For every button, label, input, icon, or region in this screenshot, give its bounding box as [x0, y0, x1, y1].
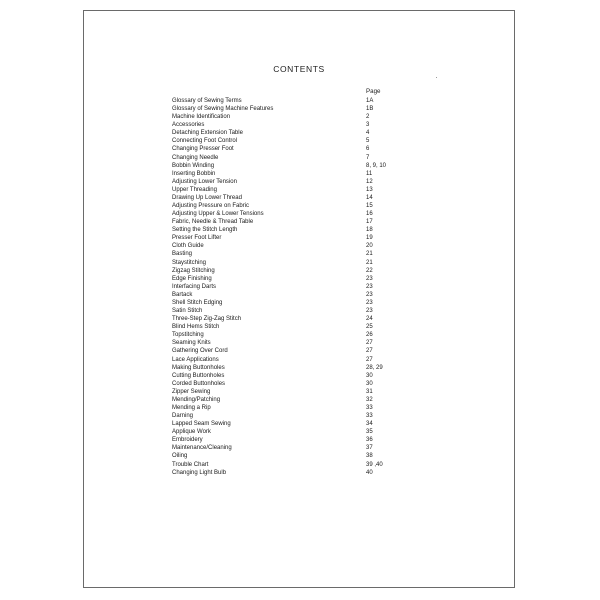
contents-entry — [172, 461, 422, 469]
entry-page-number: 1B — [366, 106, 374, 113]
contents-entry — [172, 452, 422, 460]
entry-label: Zipper Sewing — [172, 388, 211, 395]
contents-entry — [172, 267, 422, 275]
entry-label: Mending a Rip — [172, 404, 211, 411]
contents-entry — [172, 170, 422, 178]
entry-page-number: 5 — [366, 138, 370, 145]
entry-label: Machine Identification — [172, 114, 231, 121]
entry-label: Blind Hems Stitch — [172, 324, 220, 331]
contents-entry — [172, 299, 422, 307]
entry-label: Darning — [172, 413, 194, 420]
entry-label: Presser Foot Lifter — [172, 235, 222, 242]
entry-page-number: 40 — [366, 469, 373, 476]
entry-page-number: 21 — [366, 251, 373, 258]
entry-label: Fabric, Needle & Thread Table — [172, 219, 254, 226]
entry-label: Lace Applications — [172, 356, 219, 363]
page-title: CONTENTS — [273, 64, 325, 74]
contents-entry — [172, 105, 422, 113]
entry-page-number: 37 — [366, 445, 373, 452]
entry-page-number: 30 — [366, 372, 373, 379]
entry-label: Changing Presser Foot — [172, 146, 234, 153]
entry-page-number: 27 — [366, 348, 373, 355]
entry-label: Basting — [172, 251, 193, 258]
contents-entry — [172, 113, 422, 121]
contents-entry — [172, 210, 422, 218]
entry-label: Lapped Seam Sewing — [172, 421, 231, 428]
entry-page-number: 23 — [366, 275, 373, 282]
contents-entry — [172, 242, 422, 250]
entry-page-number: 33 — [366, 404, 373, 411]
entry-page-number: 6 — [366, 146, 370, 153]
contents-entry — [172, 396, 422, 404]
entry-label: Connecting Foot Control — [172, 138, 238, 145]
entry-page-number: 21 — [366, 259, 373, 266]
contents-entry — [172, 234, 422, 242]
contents-entry — [172, 420, 422, 428]
contents-entry — [172, 444, 422, 452]
entry-label: Accessories — [172, 122, 205, 129]
entry-page-number: 34 — [366, 421, 373, 428]
contents-entry — [172, 469, 422, 477]
contents-entry — [172, 226, 422, 234]
entry-page-number: 24 — [366, 316, 373, 323]
entry-page-number: 36 — [366, 437, 373, 444]
contents-entry — [172, 186, 422, 194]
entry-label: Three-Step Zig-Zag Stitch — [172, 316, 242, 323]
entry-page-number: 20 — [366, 243, 373, 250]
entry-page-number: 27 — [366, 356, 373, 363]
contents-list — [172, 97, 422, 477]
entry-label: Zigzag Stitching — [172, 267, 215, 274]
entry-label: Upper Threading — [172, 186, 217, 193]
entry-page-number: 30 — [366, 380, 373, 387]
contents-entry — [172, 372, 422, 380]
entry-label: Changing Needle — [172, 154, 219, 161]
entry-page-number: 1A — [366, 98, 374, 104]
entry-page-number: 16 — [366, 211, 373, 218]
entry-label: Glossary of Sewing Machine Features — [172, 106, 274, 113]
contents-entry — [172, 97, 422, 105]
entry-label: Corded Buttonholes — [172, 380, 226, 387]
entry-page-number: 31 — [366, 388, 373, 395]
entry-page-number: 8, 9, 10 — [366, 162, 387, 169]
entry-label: Mending/Patching — [172, 396, 221, 403]
entry-label: Maintenance/Cleaning — [172, 445, 232, 452]
entry-page-number: 12 — [366, 178, 373, 185]
entry-page-number: 18 — [366, 227, 373, 234]
entry-page-number: 23 — [366, 308, 373, 315]
entry-page-number: 27 — [366, 340, 373, 347]
contents-entry — [172, 412, 422, 420]
contents-entry — [172, 259, 422, 267]
contents-entry — [172, 121, 422, 129]
contents-entry — [172, 315, 422, 323]
entry-label: Embroidery — [172, 437, 203, 444]
entry-page-number: 13 — [366, 186, 373, 193]
contents-entry — [172, 323, 422, 331]
contents-entry — [172, 137, 422, 145]
contents-entry — [172, 347, 422, 355]
contents-entry — [172, 250, 422, 258]
contents-entry — [172, 218, 422, 226]
contents-entry — [172, 145, 422, 153]
entry-page-number: 28, 29 — [366, 364, 383, 371]
entry-label: Seaming Knits — [172, 340, 211, 347]
contents-entry — [172, 154, 422, 162]
entry-label: Setting the Stitch Length — [172, 227, 238, 234]
contents-entry — [172, 339, 422, 347]
contents-entry — [172, 428, 422, 436]
entry-page-number: 26 — [366, 332, 373, 339]
entry-label: Gathering Over Cord — [172, 348, 228, 355]
entry-page-number: 33 — [366, 413, 373, 420]
entry-label: Inserting Bobbin — [172, 170, 216, 177]
entry-label: Detaching Extension Table — [172, 130, 243, 137]
entry-page-number: 38 — [366, 453, 373, 460]
contents-entry — [172, 307, 422, 315]
scan-speck — [436, 77, 437, 78]
contents-entry — [172, 129, 422, 137]
contents-entry — [172, 404, 422, 412]
entry-label: Applique Work — [172, 429, 211, 436]
entry-label: Cloth Guide — [172, 243, 204, 250]
contents-entry — [172, 291, 422, 299]
entry-label: Bartack — [172, 291, 193, 298]
entry-page-number: 4 — [366, 130, 370, 137]
entry-label: Edge Finishing — [172, 275, 212, 282]
entry-page-number: 39 ,40 — [366, 461, 383, 468]
entry-label: Adjusting Lower Tension — [172, 178, 237, 185]
page-column-header: Page — [366, 88, 381, 95]
entry-page-number: 25 — [366, 324, 373, 331]
contents-entry — [172, 331, 422, 339]
entry-page-number: 22 — [366, 267, 373, 274]
contents-entry — [172, 202, 422, 210]
contents-entry — [172, 388, 422, 396]
contents-entry — [172, 283, 422, 291]
entry-label: Adjusting Pressure on Fabric — [172, 203, 250, 210]
entry-label: Changing Light Bulb — [172, 469, 227, 476]
contents-entry — [172, 162, 422, 170]
entry-page-number: 14 — [366, 194, 373, 201]
entry-label: Bobbin Winding — [172, 162, 215, 169]
contents-entry — [172, 436, 422, 444]
entry-page-number: 19 — [366, 235, 373, 242]
entry-label: Oiling — [172, 453, 188, 460]
entry-page-number: 15 — [366, 203, 373, 210]
contents-entry — [172, 356, 422, 364]
entry-label: Adjusting Upper & Lower Tensions — [172, 211, 264, 218]
entry-page-number: 17 — [366, 219, 373, 226]
entry-page-number: 3 — [366, 122, 370, 129]
entry-label: Interfacing Darts — [172, 283, 217, 290]
contents-entry — [172, 178, 422, 186]
contents-entry — [172, 364, 422, 372]
entry-page-number: 2 — [366, 114, 370, 121]
contents-entry — [172, 275, 422, 283]
entry-page-number: 32 — [366, 396, 373, 403]
entry-page-number: 23 — [366, 283, 373, 290]
entry-page-number: 7 — [366, 154, 370, 161]
contents-entry — [172, 380, 422, 388]
entry-label: Drawing Up Lower Thread — [172, 194, 242, 201]
entry-page-number: 35 — [366, 429, 373, 436]
entry-label: Glossary of Sewing Terms — [172, 98, 242, 104]
entry-label: Shell Stitch Edging — [172, 299, 223, 306]
document-page — [83, 10, 515, 588]
entry-label: Cutting Buttonholes — [172, 372, 225, 379]
entry-page-number: 11 — [366, 170, 373, 177]
contents-entry — [172, 194, 422, 202]
entry-label: Satin Stitch — [172, 308, 203, 315]
entry-label: Staystitching — [172, 259, 207, 266]
entry-page-number: 23 — [366, 291, 373, 298]
entry-label: Trouble Chart — [172, 461, 209, 468]
entry-page-number: 23 — [366, 299, 373, 306]
entry-label: Making Buttonholes — [172, 364, 225, 371]
entry-label: Topstitching — [172, 332, 204, 339]
